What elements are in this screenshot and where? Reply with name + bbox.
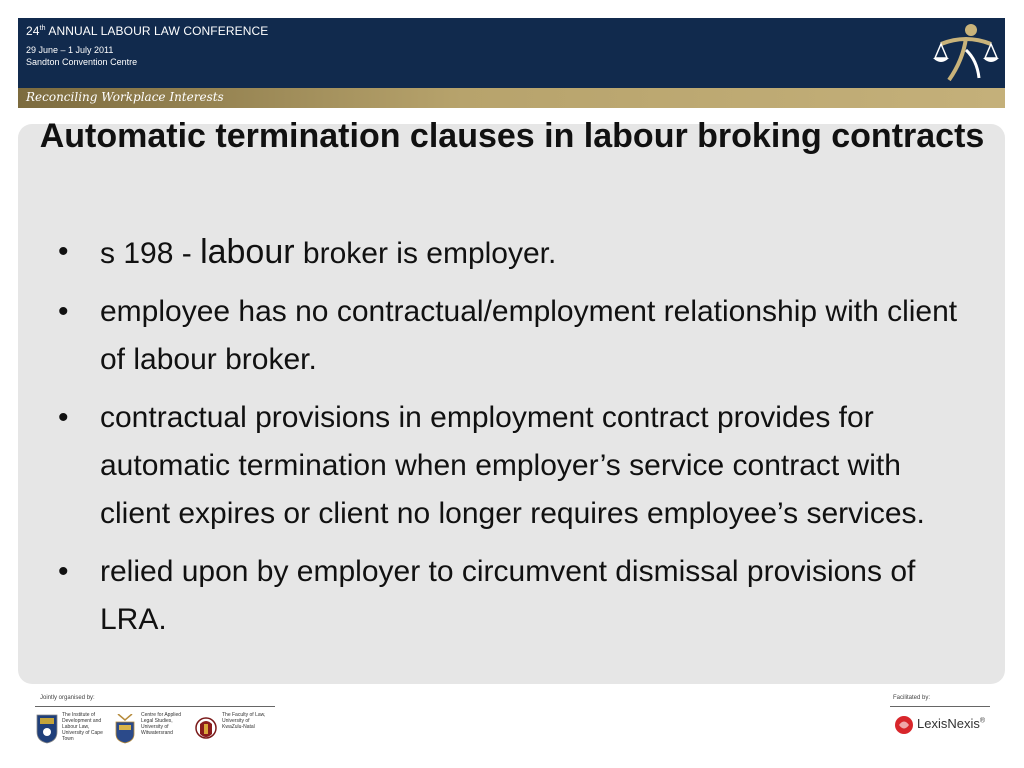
bullet-item xyxy=(56,394,976,538)
bullet-text: contractual provisions in employment contract provides for automatic termination when employer’s service contract with client expires or client no longer requires employee’s services. xyxy=(100,401,925,530)
conference-header xyxy=(18,18,1005,88)
bullet-dot: • xyxy=(58,555,69,588)
conference-title xyxy=(26,24,268,38)
uct-crest-icon xyxy=(36,714,58,744)
bullet-item xyxy=(56,228,976,278)
footer-divider xyxy=(890,706,990,707)
bullet-text: broker is employer. xyxy=(294,237,557,270)
title-rest: ANNUAL LABOUR LAW CONFERENCE xyxy=(45,24,269,38)
bullet-text-emphasis: labour xyxy=(200,233,295,271)
scales-of-justice-logo xyxy=(933,20,999,84)
bullet-item xyxy=(56,548,976,644)
conference-venue: Sandton Convention Centre xyxy=(26,57,138,67)
lexisnexis-wordmark xyxy=(917,716,985,731)
title-number: 24 xyxy=(26,24,40,38)
conference-dates: 29 June – 1 July 2011 xyxy=(26,45,114,55)
jointly-organised-label: Jointly organised by: xyxy=(40,695,95,701)
bullet-list xyxy=(56,228,976,654)
bullet-dot: • xyxy=(58,235,69,268)
slide-title: Automatic termination clauses in labour broking contracts xyxy=(39,117,985,155)
org-wits: Centre for Applied Legal Studies, University of Witwatersrand xyxy=(141,712,182,736)
bullet-text: relied upon by employer to circumvent dismissal provisions of LRA. xyxy=(100,555,916,636)
wits-crest-icon xyxy=(114,714,136,744)
bullet-text: employee has no contractual/employment relationship with client of labour broker. xyxy=(100,295,958,376)
facilitated-by-label: Facilitated by: xyxy=(893,695,931,701)
org-ukzn: The Faculty of Law, University of KwaZulu-Natal xyxy=(222,712,266,730)
title-suffix: th xyxy=(39,25,46,32)
sponsor-name: LexisNexis xyxy=(917,716,980,731)
registered-mark: ® xyxy=(979,717,986,725)
bullet-text: s 198 - xyxy=(100,237,201,270)
bullet-item xyxy=(56,288,976,384)
org-uct: The Institute of Development and Labour Law, University of Cape Town xyxy=(62,712,103,742)
tagline-bar xyxy=(18,88,1005,108)
footer-divider xyxy=(35,706,275,707)
bullet-dot: • xyxy=(58,295,69,328)
tagline: Reconciling Workplace Interests xyxy=(26,90,224,104)
ukzn-crest-icon xyxy=(195,714,217,744)
bullet-dot: • xyxy=(58,401,69,434)
